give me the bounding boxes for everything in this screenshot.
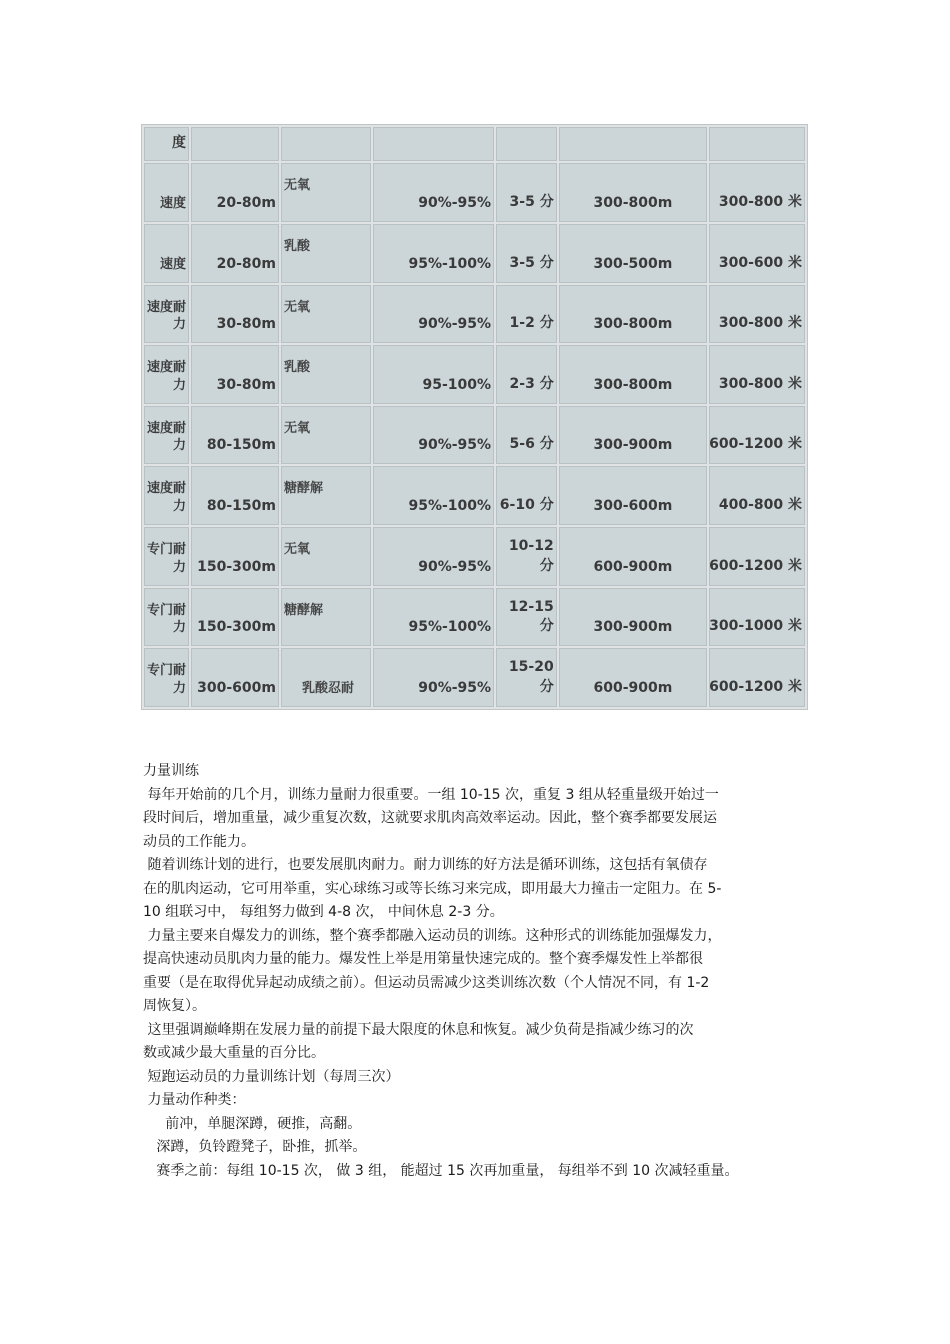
exercise-name-top: 速度耐 (147, 360, 187, 376)
table-cell (559, 345, 707, 404)
table-cell (281, 163, 371, 222)
table-cell (281, 648, 371, 707)
table-cell (144, 285, 189, 344)
intensity-value: 90%-95% (418, 316, 492, 333)
energy-type: 乳酸忍耐 (302, 681, 355, 696)
exercise-name-top: 速度耐 (147, 420, 187, 436)
rest-value-bottom: 分 (539, 679, 554, 695)
rest-value-bottom: 分 (539, 618, 554, 635)
exercise-name: 度 (172, 135, 187, 152)
volume-value: 600-900m (593, 680, 673, 696)
table-cell (709, 406, 805, 465)
table-cell (373, 466, 494, 525)
exercise-name-bottom: 速度 (160, 195, 187, 211)
table-cell (709, 285, 805, 344)
rest-value-bottom: 2-3 分 (509, 375, 554, 392)
rest-value-top: 12-15 (508, 598, 554, 615)
table-cell (373, 127, 494, 161)
table-cell (191, 527, 279, 586)
total-value: 600-1200 米 (709, 436, 802, 453)
table-cell (373, 224, 494, 283)
table-cell (496, 345, 557, 404)
exercise-name-top: 专门耐 (147, 663, 187, 679)
volume-value: 300-600m (593, 498, 673, 515)
table-cell (144, 527, 189, 586)
distance-value: 300-600m (197, 680, 276, 696)
training-table-grid (142, 125, 807, 709)
table-cell (144, 648, 189, 707)
text-line: 每年开始前的几个月，训练力量耐力很重要。一组 10-15 次，重复 3 组从轻重量级开始过一 (143, 786, 719, 803)
table-cell (709, 224, 805, 283)
text-line: 段时间后，增加重量，减少重复次数，这就要求肌肉高效率运动。因此，整个赛季都要发展运 (143, 810, 717, 826)
exercise-name-bottom: 力 (173, 499, 187, 515)
intensity-value: 90%-95% (418, 558, 492, 575)
exercise-name-bottom: 力 (173, 317, 187, 333)
table-cell (281, 406, 371, 465)
intensity-value: 90%-95% (418, 194, 492, 211)
rest-value-bottom: 分 (539, 557, 554, 574)
volume-value: 300-900m (593, 619, 673, 636)
text-line: 前冲，单腿深蹲，硬推，高翻。 (143, 1115, 362, 1132)
text-line: 赛季之前：每组 10-15 次， 做 3 组， 能超过 15 次再加重量， 每组举不到 10 次减轻重量。 (143, 1162, 739, 1179)
table-row (144, 345, 805, 404)
table-cell (281, 127, 371, 161)
intensity-value: 90%-95% (418, 680, 492, 696)
total-value: 400-800 米 (718, 497, 802, 514)
rest-value-bottom: 6-10 分 (499, 497, 554, 514)
table-cell (281, 588, 371, 647)
intensity-value: 95%-100% (408, 619, 492, 636)
exercise-name-top: 专门耐 (147, 542, 187, 558)
table-cell (559, 163, 707, 222)
distance-value: 30-80m (216, 376, 276, 393)
text-line: 10 组联习中， 每组努力做到 4-8 次， 中间休息 2-3 分。 (143, 904, 504, 920)
energy-type: 无氧 (284, 299, 311, 315)
table-row (144, 648, 805, 707)
volume-value: 300-900m (593, 437, 673, 454)
table-cell (191, 466, 279, 525)
table-cell (373, 163, 494, 222)
rest-value-top: 10-12 (508, 538, 554, 555)
energy-type: 无氧 (284, 178, 311, 194)
table-row (144, 285, 805, 344)
table-cell (709, 527, 805, 586)
energy-type: 糖酵解 (284, 602, 324, 618)
table-cell (709, 163, 805, 222)
table-cell (496, 466, 557, 525)
table-cell (496, 406, 557, 465)
text-line: 周恢复）。 (143, 998, 206, 1014)
table-cell (559, 224, 707, 283)
table-cell (144, 127, 189, 161)
table-cell (496, 588, 557, 647)
distance-value: 80-150m (206, 498, 276, 515)
text-line: 深蹲，负铃蹬凳子，卧推，抓举。 (143, 1139, 367, 1155)
total-value: 600-1200 米 (709, 557, 802, 574)
table-cell (559, 406, 707, 465)
exercise-name-bottom: 力 (173, 559, 187, 575)
table-cell (144, 163, 189, 222)
table-cell (496, 163, 557, 222)
table-cell (373, 588, 494, 647)
table-cell (144, 406, 189, 465)
table-row (144, 163, 805, 222)
energy-type: 糖酵解 (284, 481, 324, 497)
text-line: 在的肌肉运动，它可用举重，实心球练习或等长练习来完成，即用最大力撞击一定阻力。在 5- (143, 880, 722, 897)
volume-value: 300-800m (593, 316, 673, 333)
rest-value-top: 15-20 (508, 659, 554, 676)
table-cell (191, 127, 279, 161)
table-cell (373, 648, 494, 707)
table-cell (496, 127, 557, 161)
exercise-name-bottom: 速度 (160, 256, 187, 272)
table-cell (191, 285, 279, 344)
energy-type: 无氧 (284, 542, 311, 558)
table-cell (373, 345, 494, 404)
table-cell (373, 285, 494, 344)
table-row (144, 466, 805, 525)
table-cell (559, 648, 707, 707)
table-cell (496, 285, 557, 344)
energy-type: 乳酸 (284, 360, 311, 376)
table-cell (559, 527, 707, 586)
table-cell (191, 224, 279, 283)
table-row (144, 527, 805, 586)
body-text (143, 760, 813, 1183)
table-cell (373, 406, 494, 465)
total-value: 300-800 米 (718, 375, 802, 392)
text-line: 提高快速动员肌肉力量的能力。爆发性上举是用第量快速完成的。整个赛季爆发性上举都很 (143, 951, 703, 967)
table-cell (281, 285, 371, 344)
table-cell (709, 588, 805, 647)
total-value: 300-800 米 (718, 315, 802, 332)
energy-type: 无氧 (284, 420, 311, 436)
table-cell (191, 588, 279, 647)
volume-value: 300-500m (593, 255, 673, 272)
table-cell (144, 588, 189, 647)
total-value: 300-1000 米 (709, 618, 802, 635)
energy-type: 乳酸 (284, 238, 311, 254)
volume-value: 600-900m (593, 558, 673, 575)
text-line: 随着训练计划的进行，也要发展肌肉耐力。耐力训练的好方法是循环训练，这包括有氧债存 (143, 857, 708, 873)
table-cell (191, 648, 279, 707)
table-cell (559, 127, 707, 161)
text-line: 数或减少最大重量的百分比。 (143, 1045, 325, 1061)
table-cell (709, 345, 805, 404)
table-row (144, 406, 805, 465)
rest-value-bottom: 3-5 分 (509, 193, 554, 210)
table-row (144, 224, 805, 283)
exercise-name-bottom: 力 (173, 438, 187, 454)
intensity-value: 95%-100% (408, 498, 492, 515)
rest-value-bottom: 1-2 分 (509, 315, 554, 332)
table-cell (709, 648, 805, 707)
exercise-name-bottom: 力 (173, 377, 187, 393)
table-cell (281, 224, 371, 283)
table-cell (559, 466, 707, 525)
text-line: 短跑运动员的力量训练计划（每周三次） (143, 1068, 400, 1085)
distance-value: 20-80m (216, 194, 276, 211)
table-cell (191, 345, 279, 404)
table-cell (709, 127, 805, 161)
distance-value: 80-150m (206, 437, 276, 454)
exercise-name-top: 专门耐 (147, 602, 187, 618)
table-cell (496, 527, 557, 586)
section-heading: 力量训练 (143, 763, 199, 779)
table-cell (559, 588, 707, 647)
table-cell (281, 345, 371, 404)
training-table (141, 124, 808, 710)
total-value: 300-600 米 (718, 254, 802, 271)
text-line: 重要（是在取得优异起动成绩之前）。但运动员需减少这类训练次数（个人情况不同，有 1-2 (143, 974, 710, 991)
table-cell (559, 285, 707, 344)
intensity-value: 95%-100% (408, 255, 492, 272)
table-cell (191, 163, 279, 222)
volume-value: 300-800m (593, 376, 673, 393)
intensity-value: 95-100% (422, 376, 492, 393)
exercise-name-top: 速度耐 (147, 481, 187, 497)
table-cell (496, 648, 557, 707)
table-cell (281, 527, 371, 586)
total-value: 600-1200 米 (709, 679, 802, 695)
total-value: 300-800 米 (718, 193, 802, 210)
text-line: 动员的工作能力。 (143, 833, 255, 850)
exercise-name-bottom: 力 (173, 620, 187, 636)
table-cell (144, 345, 189, 404)
distance-value: 150-300m (197, 558, 276, 575)
table-cell (144, 466, 189, 525)
table-cell (191, 406, 279, 465)
intensity-value: 90%-95% (418, 437, 492, 454)
volume-value: 300-800m (593, 194, 673, 211)
table-row (144, 588, 805, 647)
rest-value-bottom: 5-6 分 (509, 436, 554, 453)
table-cell (144, 224, 189, 283)
exercise-name-top: 速度耐 (147, 299, 187, 315)
table-cell (709, 466, 805, 525)
text-line: 这里强调巅峰期在发展力量的前提下最大限度的休息和恢复。减少负荷是指减少练习的次 (143, 1021, 694, 1038)
rest-value-bottom: 3-5 分 (509, 254, 554, 271)
distance-value: 30-80m (216, 316, 276, 333)
table-cell (281, 466, 371, 525)
text-line: 力量动作种类： (143, 1092, 246, 1108)
table-cell (373, 527, 494, 586)
distance-value: 20-80m (216, 255, 276, 272)
table-cell (496, 224, 557, 283)
exercise-name-bottom: 力 (173, 681, 187, 696)
table-row (144, 127, 805, 161)
text-line: 力量主要来自爆发力的训练，整个赛季都融入运动员的训练。这种形式的训练能加强爆发力， (143, 927, 722, 944)
distance-value: 150-300m (197, 619, 276, 636)
